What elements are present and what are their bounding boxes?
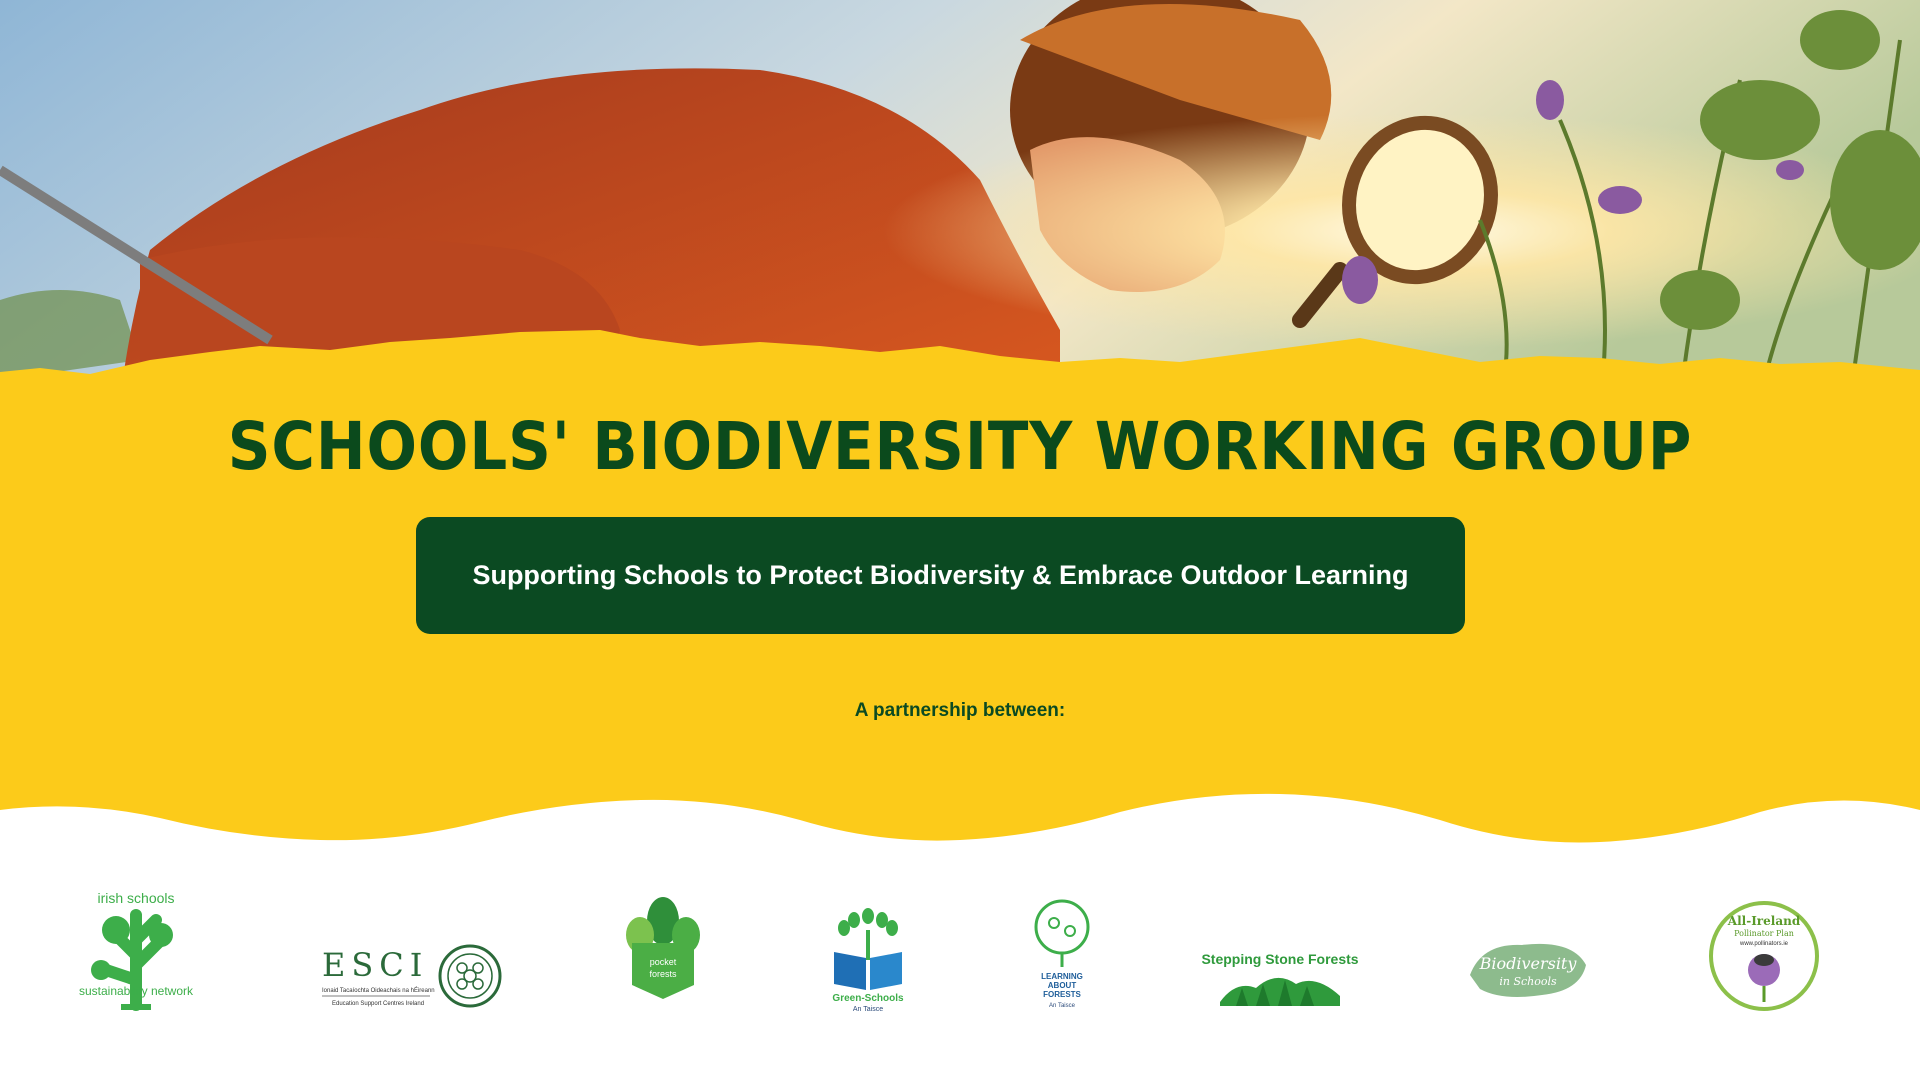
laf-line1: LEARNING bbox=[1041, 972, 1083, 981]
esci-line2: Education Support Centres Ireland bbox=[332, 1001, 425, 1007]
subtitle-text: Supporting Schools to Protect Biodiversity & Embrace Outdoor Learning bbox=[472, 560, 1409, 590]
biodiversity-in-schools-logo[interactable] bbox=[1462, 935, 1592, 1005]
bis-line2: in Schools bbox=[1499, 975, 1557, 988]
issn-top-text: irish schools bbox=[97, 890, 175, 906]
pocket-forests-line2: forests bbox=[649, 969, 677, 979]
stepping-stone-name: Stepping Stone Forests bbox=[1201, 951, 1359, 967]
esci-line1: Ionaid Tacaíochta Oideachais na hÉireann bbox=[322, 988, 435, 994]
issn-bottom-text: sustainability network bbox=[78, 984, 194, 998]
esci-logo[interactable] bbox=[322, 940, 504, 1010]
green-schools-name: Green-Schools bbox=[832, 993, 904, 1004]
subtitle-banner bbox=[416, 517, 1465, 634]
green-schools-logo[interactable] bbox=[828, 902, 908, 1012]
learning-about-forests-logo[interactable] bbox=[1022, 897, 1100, 1013]
laf-line2: ABOUT bbox=[1047, 981, 1077, 990]
issn-logo[interactable] bbox=[66, 885, 206, 1015]
page-title: SCHOOLS' BIODIVERSITY WORKING GROUP bbox=[227, 408, 1693, 485]
pollinator-line2: Pollinator Plan bbox=[1734, 929, 1794, 938]
bis-line1: Biodiversity bbox=[1479, 954, 1577, 973]
pocket-forests-line1: pocket bbox=[649, 957, 677, 967]
partnership-label: A partnership between: bbox=[854, 700, 1066, 721]
stepping-stone-forests-logo[interactable] bbox=[1201, 940, 1359, 1010]
green-schools-sub: An Taisce bbox=[852, 1006, 884, 1013]
pocket-forests-logo[interactable] bbox=[618, 893, 708, 1003]
pollinator-line1: All-Ireland bbox=[1727, 914, 1801, 928]
esci-name: ESCI bbox=[322, 946, 429, 984]
laf-line3: FORESTS bbox=[1043, 990, 1081, 999]
pollinator-url: www.pollinators.ie bbox=[1739, 941, 1789, 947]
laf-sub: An Taisce bbox=[1049, 1003, 1075, 1009]
pollinator-plan-logo[interactable] bbox=[1708, 900, 1820, 1012]
